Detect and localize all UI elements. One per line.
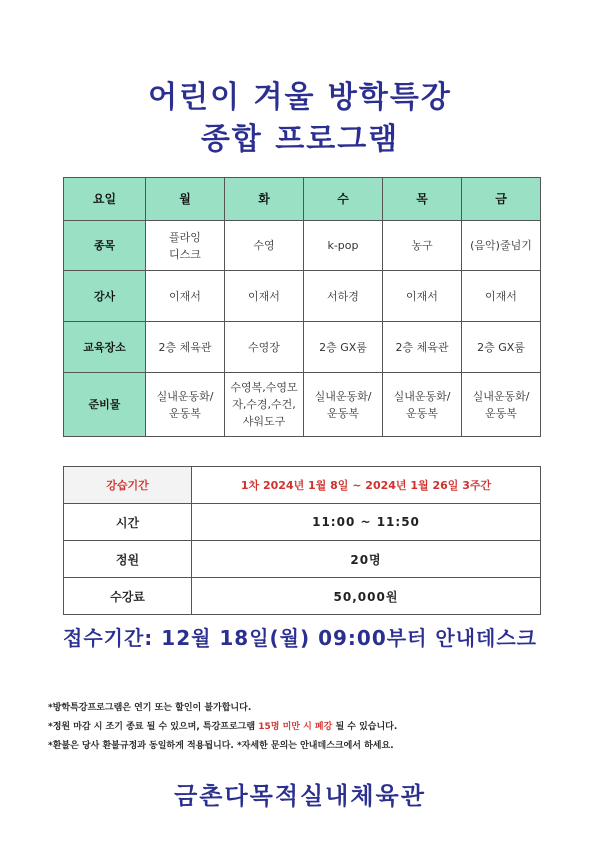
row-label-supplies: 준비물 [64,373,146,437]
facility-name: 금촌다목적실내체육관 [174,782,426,810]
info-row-fee [64,578,541,615]
period-label: 강습기간 [64,467,192,504]
header-tue: 화 [225,178,304,221]
table-row [64,322,541,373]
cell-instructor-fri: 이재서 [462,271,541,322]
cell-sport-fri: (음악)줄넘기 [462,221,541,271]
note-early-close: *정원 마감 시 조기 종료 될 수 있으며, 특강프로그램 15명 미만 시 폐강 될 수 있습니다. [48,722,398,732]
header-day: 요일 [64,178,146,221]
cell-instructor-thu: 이재서 [383,271,462,322]
cell-supplies-tue: 수영복,수영모 자,수경,수건, 샤워도구 [225,373,304,437]
schedule-table [63,177,541,437]
notes-block [48,699,397,756]
table-row [64,373,541,437]
cell-location-mon: 2층 체육관 [146,322,225,373]
cell-sport-tue: 수영 [225,221,304,271]
header-thu: 목 [383,178,462,221]
cell-supplies-fri: 실내운동화/ 운동복 [462,373,541,437]
capacity-label: 정원 [64,541,192,578]
cell-supplies-wed: 실내운동화/ 운동복 [304,373,383,437]
cell-location-thu: 2층 체육관 [383,322,462,373]
note-refund: *환불은 당사 환불규정과 동일하게 적용됩니다. *자세한 문의는 안내데스크에서 하세요. [48,741,394,751]
cell-sport-wed: k-pop [304,221,383,271]
row-label-location: 교육장소 [64,322,146,373]
info-row-capacity [64,541,541,578]
fee-value: 50,000원 [192,578,541,615]
info-row-period [64,467,541,504]
header-mon: 월 [146,178,225,221]
note-no-postpone: *방학특강프로그램은 연기 또는 할인이 불가합니다. [48,703,252,713]
page-subtitle: 종합 프로그램 [200,122,400,157]
time-label: 시간 [64,504,192,541]
info-table [63,466,541,615]
schedule-header-row [64,178,541,221]
cell-location-fri: 2층 GX룸 [462,322,541,373]
table-row [64,221,541,271]
fee-label: 수강료 [64,578,192,615]
cell-supplies-thu: 실내운동화/ 운동복 [383,373,462,437]
header-wed: 수 [304,178,383,221]
table-row [64,271,541,322]
reception-period: 접수기간: 12월 18일(월) 09:00부터 안내데스크 [63,626,537,650]
cell-sport-thu: 농구 [383,221,462,271]
info-row-time [64,504,541,541]
period-value: 1차 2024년 1월 8일 ~ 2024년 1월 26일 3주간 [192,467,541,504]
cell-instructor-tue: 이재서 [225,271,304,322]
cell-instructor-wed: 서하경 [304,271,383,322]
cell-instructor-mon: 이재서 [146,271,225,322]
header-fri: 금 [462,178,541,221]
cell-supplies-mon: 실내운동화/ 운동복 [146,373,225,437]
cell-sport-mon: 플라잉 디스크 [146,221,225,271]
cell-location-wed: 2층 GX룸 [304,322,383,373]
page-title: 어린이 겨울 방학특강 [148,80,452,115]
cell-location-tue: 수영장 [225,322,304,373]
time-value: 11:00 ~ 11:50 [192,504,541,541]
note-cancel-condition: 15명 미만 시 폐강 [258,722,333,732]
row-label-sport: 종목 [64,221,146,271]
capacity-value: 20명 [192,541,541,578]
row-label-instructor: 강사 [64,271,146,322]
